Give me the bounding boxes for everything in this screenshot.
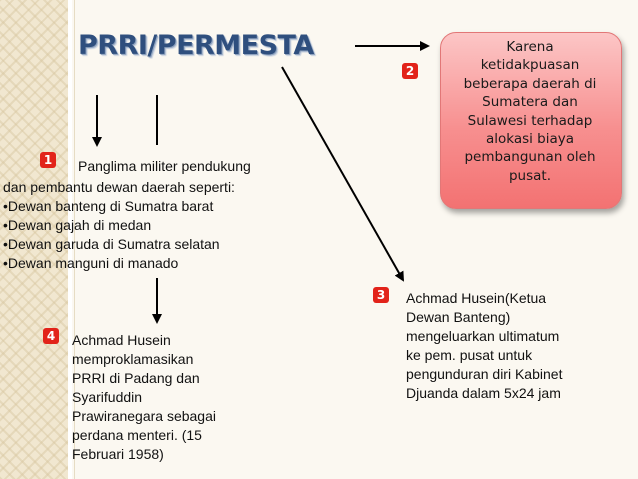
callout-line: beberapa daerah di bbox=[463, 75, 597, 92]
arrow-title-to-box3 bbox=[282, 67, 403, 280]
box4-line: memproklamasikan bbox=[72, 351, 194, 367]
callout-line: Sulawesi terhadap bbox=[467, 112, 593, 129]
diagram-title: PRRI/PERMESTA bbox=[78, 30, 314, 61]
callout-line: pembangunan oleh bbox=[464, 149, 596, 166]
box1-line: dan pembantu dewan daerah seperti: bbox=[3, 179, 235, 195]
box4-line: Prawiranegara sebagai bbox=[72, 408, 216, 424]
box1-line: •Dewan banteng di Sumatra barat bbox=[3, 198, 214, 214]
box3-line: pengunduran diri Kabinet bbox=[406, 366, 563, 382]
callout-line: alokasi biaya bbox=[485, 131, 575, 148]
cause-callout-text bbox=[440, 38, 620, 185]
box3-line: Dewan Banteng) bbox=[406, 309, 511, 325]
box4-line: Syarifuddin bbox=[72, 389, 143, 405]
box3-line: Achmad Husein(Ketua bbox=[406, 290, 547, 306]
callout-line: Karena bbox=[506, 39, 554, 55]
box1-line: •Dewan garuda di Sumatra selatan bbox=[3, 236, 220, 252]
box4-line: Achmad Husein bbox=[72, 332, 171, 348]
box1-line: •Dewan manguni di manado bbox=[3, 255, 179, 271]
box3-line: Djuanda dalam 5x24 jam bbox=[406, 385, 561, 401]
box4-line: PRRI di Padang dan bbox=[72, 370, 200, 386]
box3-line: ke pem. pusat untuk bbox=[406, 347, 533, 363]
callout-line: ketidakpuasan bbox=[480, 57, 580, 74]
box1-line: •Dewan gajah di medan bbox=[3, 217, 152, 233]
callout-line: Sumatera dan bbox=[482, 94, 578, 111]
step-marker-1: 1 bbox=[40, 152, 56, 168]
step-marker-4: 4 bbox=[43, 328, 59, 344]
step-marker-2: 2 bbox=[402, 63, 418, 79]
box4-line: Februari 1958) bbox=[72, 446, 164, 462]
step-marker-3: 3 bbox=[373, 287, 389, 303]
box3-line: mengeluarkan ultimatum bbox=[406, 328, 560, 344]
box1-line: Panglima militer pendukung bbox=[78, 158, 251, 174]
box4-line: perdana menteri. (15 bbox=[72, 427, 202, 443]
callout-line: pusat. bbox=[508, 167, 552, 184]
